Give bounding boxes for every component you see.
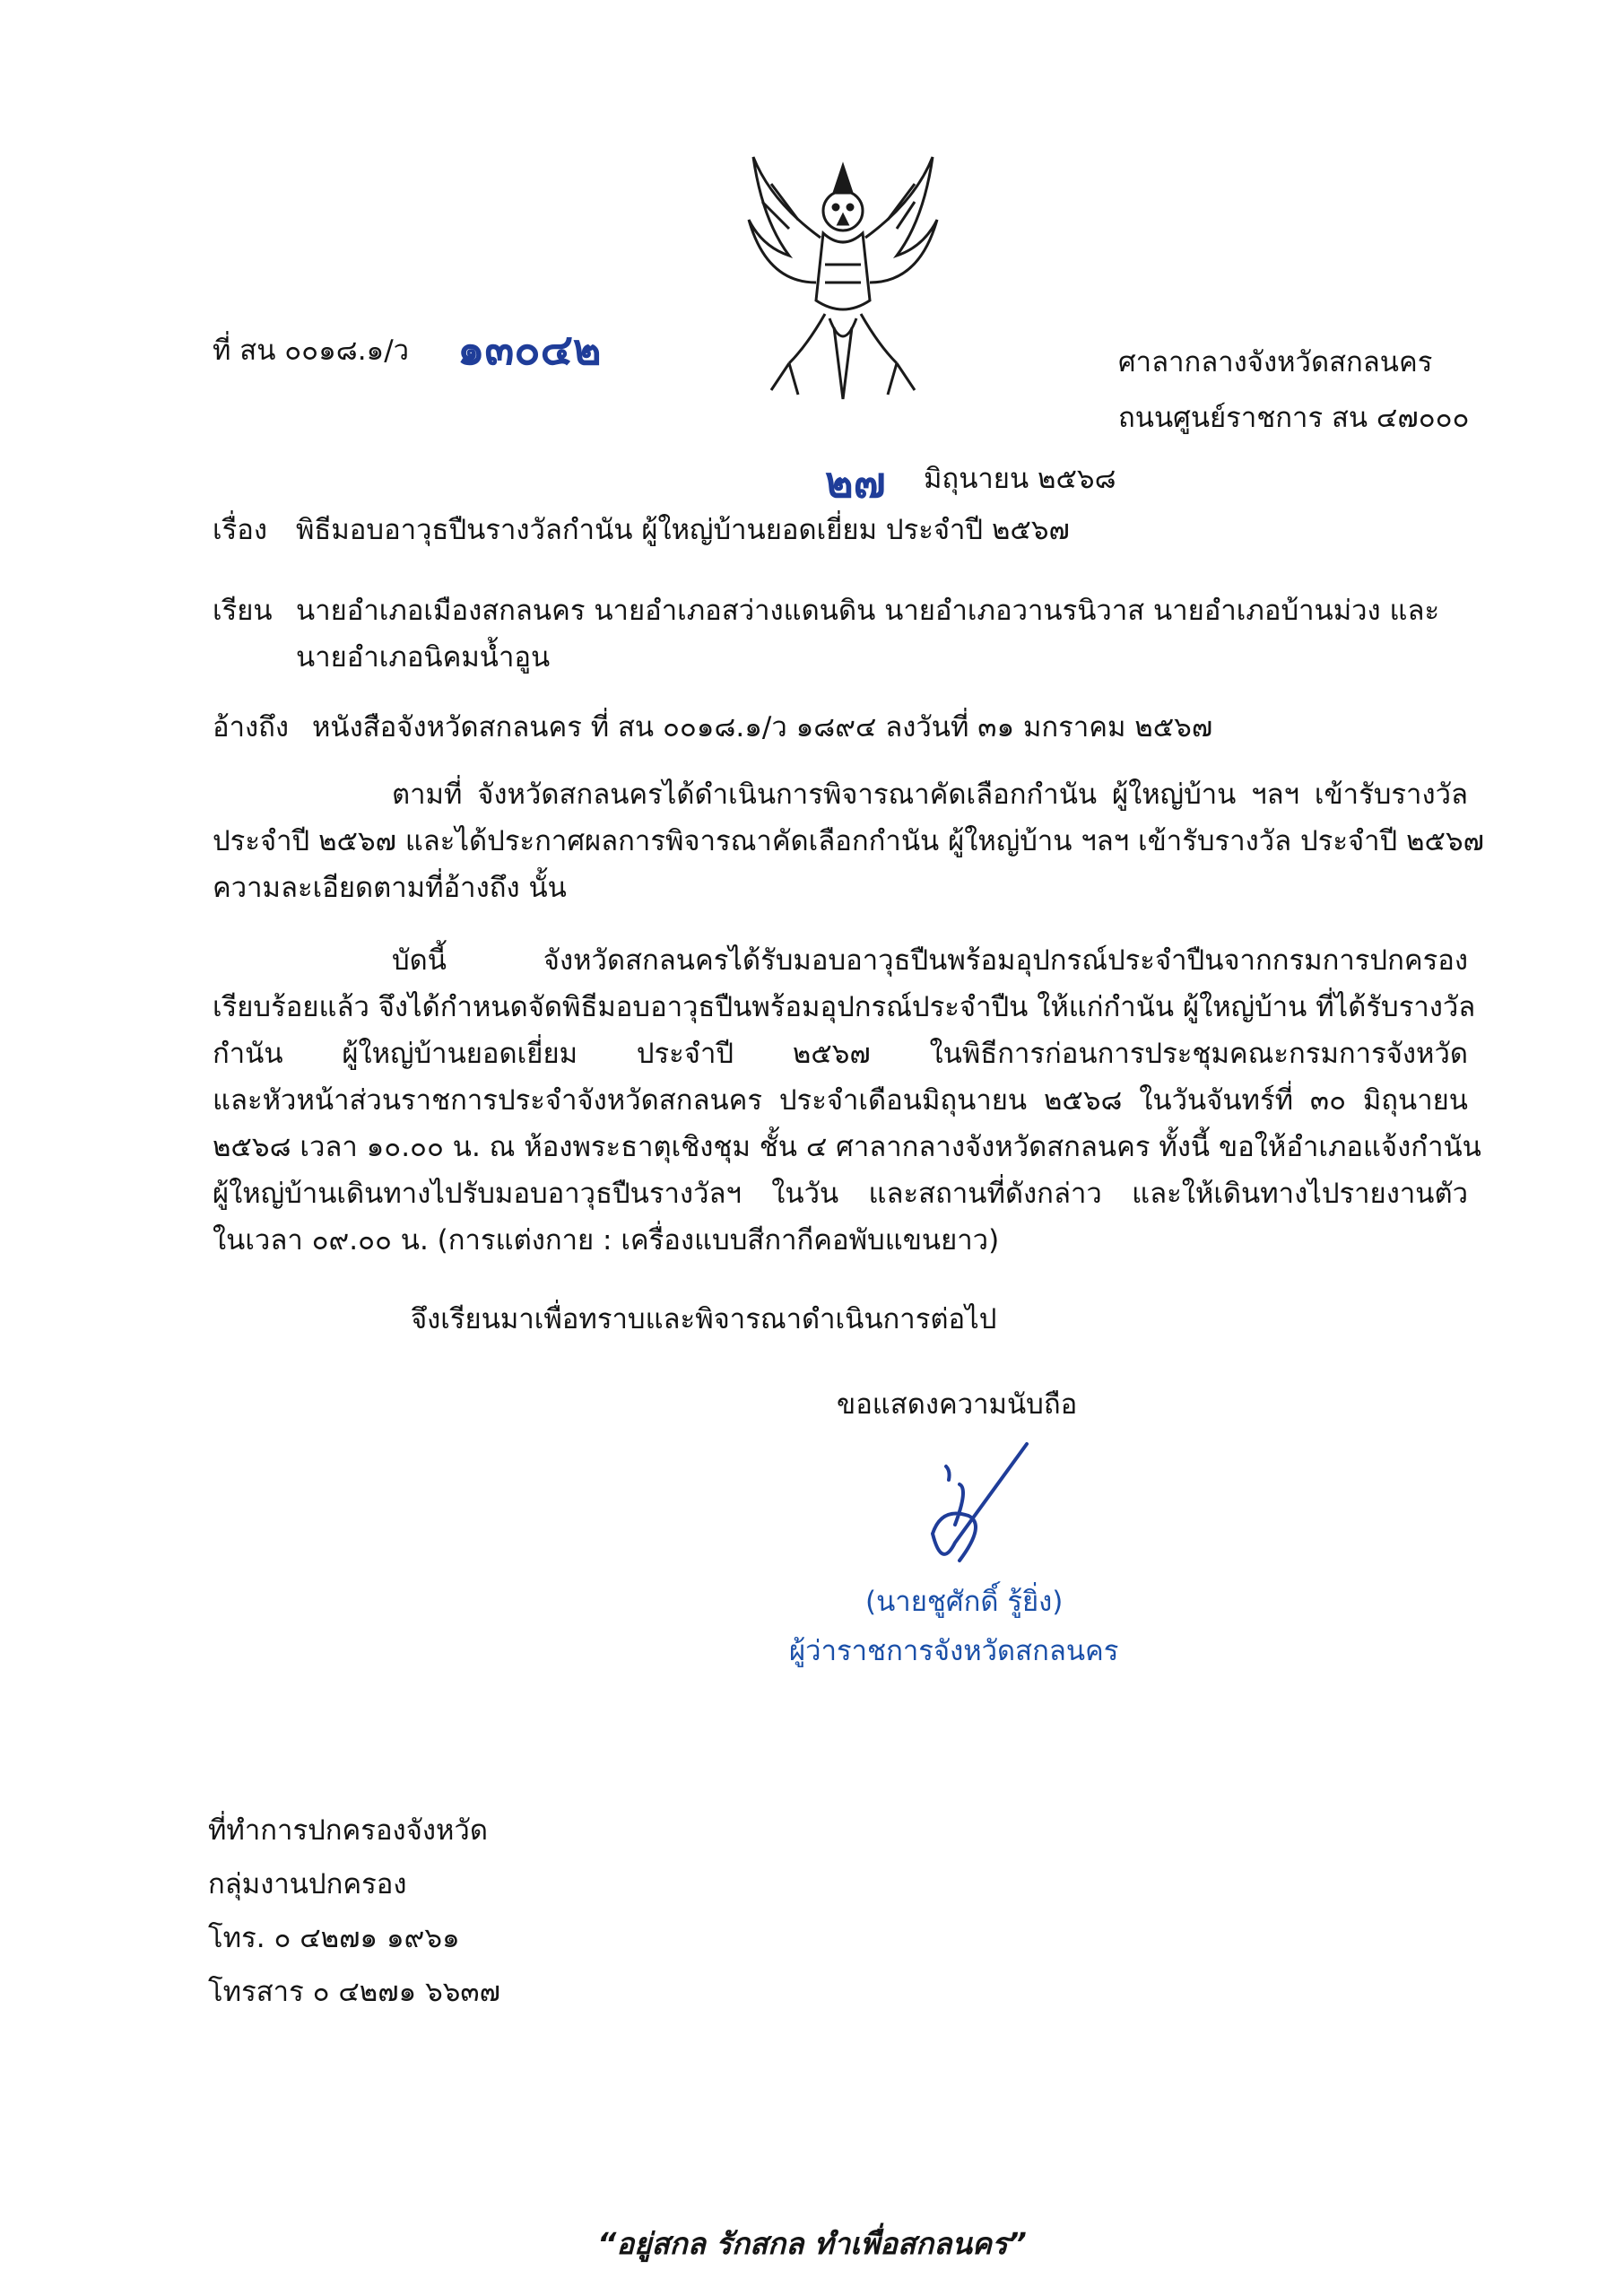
office-address: ถนนศูนย์ราชการ สน ๔๗๐๐๐: [1118, 402, 1470, 434]
paragraph-line: ตามที่ จังหวัดสกลนครได้ดำเนินการพิจารณาคัดเลือกกำนัน ผู้ใหญ่บ้าน ฯลฯ เข้ารับรางวัล: [392, 778, 1468, 811]
document-ref-number: ๑๓๐๔๒: [457, 325, 602, 375]
date-month-year: มิถุนายน ๒๕๖๘: [924, 463, 1116, 495]
office-name: ศาลากลางจังหวัดสกลนคร: [1118, 346, 1433, 378]
paragraph-line: เรียบร้อยแล้ว จึงได้กำหนดจัดพิธีมอบอาวุธปืนพร้อมอุปกรณ์ประจำปืน ให้แก่กำนัน ผู้ใหญ่บ้าน ที่ได้รับรางวัล: [213, 991, 1476, 1023]
body-paragraph-2: [213, 937, 1481, 1264]
paragraph-line: ๒๕๖๘ เวลา ๑๐.๐๐ น. ณ ห้องพระธาตุเชิงชุม ชั้น ๔ ศาลากลางจังหวัดสกลนคร ทั้งนี้ ขอให้อำเภอแจ้งกำนัน: [213, 1131, 1481, 1163]
recipient-line-1: นายอำเภอเมืองสกลนคร นายอำเภอสว่างแดนดิน นายอำเภอวานรนิวาส นายอำเภอบ้านม่วง และ: [296, 595, 1440, 627]
subject-label: เรื่อง: [213, 514, 268, 546]
paragraph-line: ประจำปี ๒๕๖๗ และได้ประกาศผลการพิจารณาคัดเลือกกำนัน ผู้ใหญ่บ้าน ฯลฯ เข้ารับรางวัล ประจำปี ๒๕๖๗: [213, 825, 1484, 857]
signer-title: ผู้ว่าราชการจังหวัดสกลนคร: [789, 1635, 1119, 1667]
paragraph-line: กำนัน ผู้ใหญ่บ้านยอดเยี่ยม ประจำปี ๒๕๖๗ ในพิธีการก่อนการประชุมคณะกรมการจังหวัด: [213, 1038, 1468, 1070]
reference-label: อ้างถึง: [213, 711, 290, 744]
body-paragraph-1: [213, 771, 1484, 911]
date-day: ๒๗: [825, 457, 886, 508]
footer-slogan: “อยู่สกล รักสกล ทำเพื่อสกลนคร”: [597, 2226, 1027, 2261]
reference-text: หนังสือจังหวัดสกลนคร ที่ สน ๐๐๑๘.๑/ว ๑๘๙๔ ลงวันที่ ๓๑ มกราคม ๒๕๖๗: [312, 711, 1213, 744]
recipient-line-2: นายอำเภอนิคมน้ำอูน: [296, 641, 551, 674]
paragraph-line: บัดนี้ จังหวัดสกลนครได้รับมอบอาวุธปืนพร้อมอุปกรณ์ประจำปืนจากกรมการปกครอง: [392, 944, 1468, 977]
footer-department: ที่ทำการปกครองจังหวัด: [208, 1814, 488, 1847]
signature-icon: [906, 1435, 1049, 1578]
footer-section: กลุ่มงานปกครอง: [208, 1868, 407, 1900]
paragraph-line: ในเวลา ๐๙.๐๐ น. (การแต่งกาย : เครื่องแบบสีกากีคอพับแขนยาว): [213, 1224, 1000, 1257]
garuda-emblem-icon: [735, 148, 951, 408]
paragraph-line: ความละเอียดตามที่อ้างถึง นั้น: [213, 872, 567, 904]
footer-fax: โทรสาร ๐ ๔๒๗๑ ๖๖๓๗: [208, 1976, 500, 2008]
closing-salutation: ขอแสดงความนับถือ: [837, 1388, 1078, 1421]
footer-tel: โทร. ๐ ๔๒๗๑ ๑๙๖๑: [208, 1922, 460, 1954]
body-paragraph-3: จึงเรียนมาเพื่อทราบและพิจารณาดำเนินการต่อไป: [411, 1303, 997, 1335]
document-ref-label: ที่ สน ๐๐๑๘.๑/ว: [213, 335, 410, 367]
subject-text: พิธีมอบอาวุธปืนรางวัลกำนัน ผู้ใหญ่บ้านยอดเยี่ยม ประจำปี ๒๕๖๗: [296, 514, 1070, 546]
signer-name: (นายชูศักดิ์ รู้ยิ่ง): [865, 1586, 1064, 1618]
recipient-label: เรียน: [213, 595, 273, 627]
paragraph-line: และหัวหน้าส่วนราชการประจำจังหวัดสกลนคร ประจำเดือนมิถุนายน ๒๕๖๘ ในวันจันทร์ที่ ๓๐ มิถุนายน: [213, 1084, 1468, 1117]
paragraph-line: ผู้ใหญ่บ้านเดินทางไปรับมอบอาวุธปืนรางวัลฯ ในวัน และสถานที่ดังกล่าว และให้เดินทางไปรายงานตัว: [213, 1178, 1468, 1210]
